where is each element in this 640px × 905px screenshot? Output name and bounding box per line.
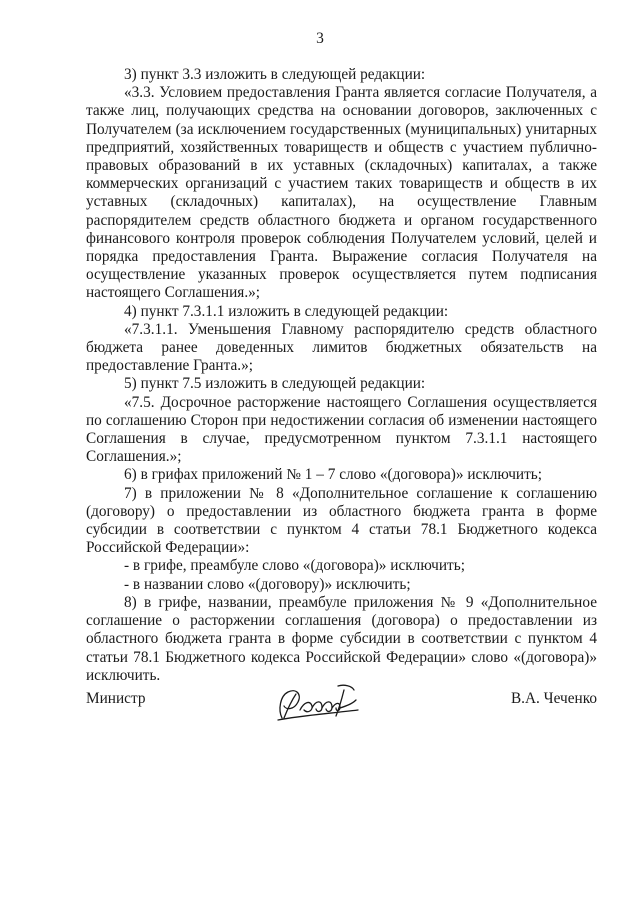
paragraph-item-4: 4) пункт 7.3.1.1 изложить в следующей редакции: xyxy=(124,302,449,320)
paragraph-item-3: 3) пункт 3.3 изложить в следующей редакции: xyxy=(124,66,426,83)
signer-name: В.А. Чеченко xyxy=(510,690,597,707)
paragraph-item-7: 7) в приложении № 8 «Дополнительное соглашение к соглашению (договору) о предоставлении из областного бюджета гранта в форме субсидии в соответствии с пунктом 4 статьи 78.1 Бюджетного кодекса Российской Федерации»: xyxy=(86,484,597,557)
page-number: 3 xyxy=(316,30,324,47)
paragraph-quote-7-3-1-1: «7.3.1.1. Уменьшения Главному распорядителю средств областного бюджета ранее доведенных лимитов бюджетных обязательств на предоставление Гранта.»; xyxy=(86,320,597,375)
paragraph-item-5: 5) пункт 7.5 изложить в следующей редакции: xyxy=(124,375,426,393)
signature-block xyxy=(86,680,597,730)
paragraph-dash-2: - в названии слово «(договору)» исключить; xyxy=(124,575,411,593)
handwritten-signature xyxy=(274,680,360,726)
signer-title: Министр xyxy=(86,690,146,707)
paragraph-dash-1: - в грифе, преамбуле слово «(договора)» исключить; xyxy=(124,557,465,575)
document-body xyxy=(86,66,597,685)
paragraph-item-6: 6) в грифах приложений № 1 – 7 слово «(договора)» исключить; xyxy=(124,466,543,484)
paragraph-quote-7-5: «7.5. Досрочное расторжение настоящего Соглашения осуществляется по соглашению Сторон при недостижении согласия об изменении настоящего Соглашения в случае, предусмотренном пунктом 7.3.1.1 настоящего Соглашения.»; xyxy=(86,393,597,466)
paragraph-item-8: 8) в грифе, названии, преамбуле приложения № 9 «Дополнительное соглашение о расторжении соглашения (договора) о предоставлении из областного бюджета гранта в форме субсидии в соответствии с пунктом 4 статьи 78.1 Бюджетного кодекса Российской Федерации» слово «(договора)» исключить. xyxy=(86,593,597,684)
paragraph-quote-3-3: «3.3. Условием предоставления Гранта является согласие Получателя, а также лиц, получающих средства на основании договоров, заключенных с Получателем (за исключением государственных (муниципальных) унитарных предприятий, хозяйственных товариществ и обществ с участием публично-правовых образований в их уставных (складочных) капиталах, а также коммерческих организаций с участием таких товариществ и обществ в их уставных (складочных) капиталах), на осуществление Главным распорядителем средств областного бюджета и органом государственного финансового контроля проверок соблюдения Получателем условий, целей и порядка предоставления Гранта. Выражение согласия Получателя на осуществление указанных проверок осуществляется путем подписания настоящего Соглашения.»; xyxy=(86,84,597,302)
